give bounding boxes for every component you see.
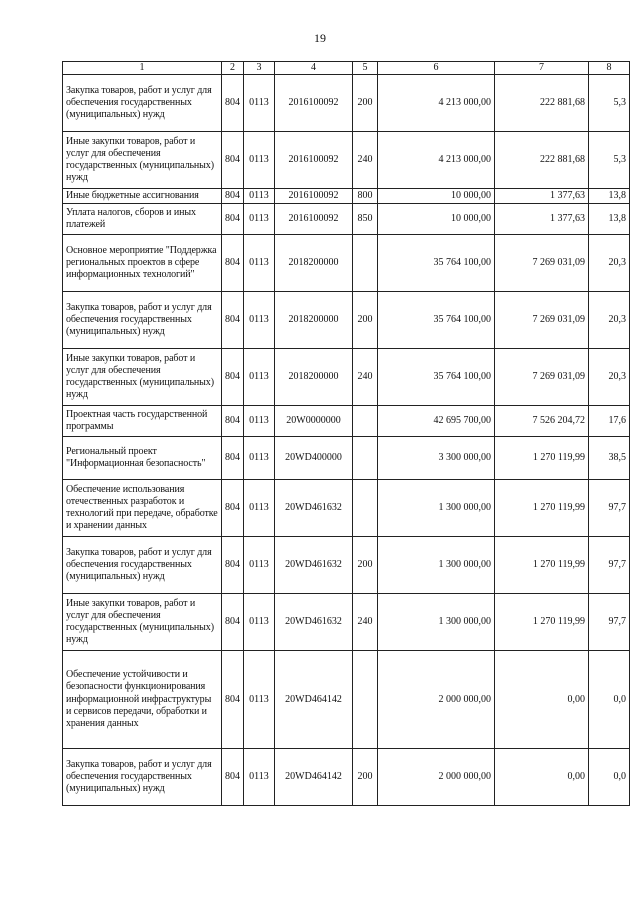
cell-expense-type: 200 — [353, 75, 378, 132]
cell-actual-amount: 1 270 119,99 — [495, 537, 589, 594]
cell-target-code: 2016100092 — [275, 204, 353, 235]
cell-section-code: 0113 — [244, 537, 275, 594]
cell-admin-code: 804 — [222, 480, 244, 537]
table-row — [63, 75, 630, 132]
cell-actual-amount: 7 269 031,09 — [495, 349, 589, 406]
cell-planned-amount: 35 764 100,00 — [378, 349, 495, 406]
cell-percent: 17,6 — [589, 406, 630, 437]
cell-actual-amount: 7 269 031,09 — [495, 292, 589, 349]
cell-expense-type: 200 — [353, 749, 378, 806]
table-row — [63, 235, 630, 292]
cell-planned-amount: 10 000,00 — [378, 204, 495, 235]
cell-actual-amount: 1 270 119,99 — [495, 594, 589, 651]
cell-admin-code: 804 — [222, 406, 244, 437]
cell-target-code: 2018200000 — [275, 292, 353, 349]
cell-planned-amount: 4 213 000,00 — [378, 75, 495, 132]
header-col-3: 3 — [244, 62, 275, 75]
cell-percent: 20,3 — [589, 349, 630, 406]
cell-percent: 97,7 — [589, 594, 630, 651]
header-col-1: 1 — [63, 62, 222, 75]
cell-section-code: 0113 — [244, 292, 275, 349]
row-name: Закупка товаров, работ и услуг для обеспечения государственных (муниципальных) нужд — [63, 537, 222, 594]
row-name: Закупка товаров, работ и услуг для обеспечения государственных (муниципальных) нужд — [63, 292, 222, 349]
cell-admin-code: 804 — [222, 235, 244, 292]
cell-planned-amount: 4 213 000,00 — [378, 132, 495, 189]
cell-percent: 20,3 — [589, 292, 630, 349]
page-number: 19 — [314, 31, 326, 45]
header-col-5: 5 — [353, 62, 378, 75]
cell-expense-type — [353, 651, 378, 749]
cell-planned-amount: 1 300 000,00 — [378, 537, 495, 594]
row-name: Обеспечение устойчивости и безопасности функционирования информационной инфраструктуры и сервисов передачи, обработки и хранения данных — [63, 651, 222, 749]
cell-expense-type: 200 — [353, 537, 378, 594]
cell-admin-code: 804 — [222, 437, 244, 480]
table-row — [63, 537, 630, 594]
cell-target-code: 20WD464142 — [275, 651, 353, 749]
cell-planned-amount: 1 300 000,00 — [378, 480, 495, 537]
cell-admin-code: 804 — [222, 651, 244, 749]
table-row — [63, 349, 630, 406]
cell-actual-amount: 1 270 119,99 — [495, 480, 589, 537]
cell-admin-code: 804 — [222, 349, 244, 406]
table-row — [63, 189, 630, 204]
row-name: Иные бюджетные ассигнования — [63, 189, 222, 204]
cell-planned-amount: 10 000,00 — [378, 189, 495, 204]
table-row — [63, 651, 630, 749]
cell-expense-type: 240 — [353, 349, 378, 406]
cell-expense-type: 240 — [353, 594, 378, 651]
cell-target-code: 20W0000000 — [275, 406, 353, 437]
cell-expense-type: 850 — [353, 204, 378, 235]
cell-target-code: 20WD461632 — [275, 537, 353, 594]
cell-actual-amount: 7 526 204,72 — [495, 406, 589, 437]
header-col-7: 7 — [495, 62, 589, 75]
cell-percent: 97,7 — [589, 537, 630, 594]
cell-target-code: 20WD461632 — [275, 480, 353, 537]
cell-admin-code: 804 — [222, 594, 244, 651]
cell-percent: 38,5 — [589, 437, 630, 480]
cell-actual-amount: 0,00 — [495, 651, 589, 749]
cell-planned-amount: 2 000 000,00 — [378, 749, 495, 806]
cell-target-code: 2018200000 — [275, 235, 353, 292]
cell-section-code: 0113 — [244, 749, 275, 806]
cell-admin-code: 804 — [222, 292, 244, 349]
cell-percent: 0,0 — [589, 749, 630, 806]
header-col-2: 2 — [222, 62, 244, 75]
row-name: Региональный проект "Информационная безопасность" — [63, 437, 222, 480]
cell-actual-amount: 1 377,63 — [495, 189, 589, 204]
cell-planned-amount: 3 300 000,00 — [378, 437, 495, 480]
cell-percent: 5,3 — [589, 132, 630, 189]
cell-target-code: 2018200000 — [275, 349, 353, 406]
cell-section-code: 0113 — [244, 132, 275, 189]
cell-actual-amount: 222 881,68 — [495, 132, 589, 189]
table-row — [63, 292, 630, 349]
row-name: Проектная часть государственной программы — [63, 406, 222, 437]
header-col-8: 8 — [589, 62, 630, 75]
row-name: Иные закупки товаров, работ и услуг для обеспечения государственных (муниципальных) нужд — [63, 132, 222, 189]
cell-section-code: 0113 — [244, 437, 275, 480]
cell-section-code: 0113 — [244, 189, 275, 204]
cell-section-code: 0113 — [244, 406, 275, 437]
cell-planned-amount: 1 300 000,00 — [378, 594, 495, 651]
table-row — [63, 749, 630, 806]
cell-section-code: 0113 — [244, 349, 275, 406]
row-name: Закупка товаров, работ и услуг для обеспечения государственных (муниципальных) нужд — [63, 749, 222, 806]
header-col-4: 4 — [275, 62, 353, 75]
cell-admin-code: 804 — [222, 132, 244, 189]
cell-actual-amount: 7 269 031,09 — [495, 235, 589, 292]
cell-admin-code: 804 — [222, 204, 244, 235]
cell-section-code: 0113 — [244, 594, 275, 651]
row-name: Обеспечение использования отечественных разработок и технологий при передаче, обработке и хранении данных — [63, 480, 222, 537]
cell-actual-amount: 1 377,63 — [495, 204, 589, 235]
table-row — [63, 437, 630, 480]
cell-admin-code: 804 — [222, 537, 244, 594]
cell-target-code: 20WD464142 — [275, 749, 353, 806]
cell-percent: 97,7 — [589, 480, 630, 537]
cell-percent: 5,3 — [589, 75, 630, 132]
table-row — [63, 132, 630, 189]
cell-target-code: 2016100092 — [275, 75, 353, 132]
cell-expense-type: 240 — [353, 132, 378, 189]
cell-target-code: 20WD461632 — [275, 594, 353, 651]
cell-expense-type — [353, 437, 378, 480]
table-row — [63, 406, 630, 437]
table-row — [63, 204, 630, 235]
header-row — [63, 62, 630, 75]
cell-percent: 0,0 — [589, 651, 630, 749]
cell-actual-amount: 0,00 — [495, 749, 589, 806]
row-name: Уплата налогов, сборов и иных платежей — [63, 204, 222, 235]
table-row — [63, 480, 630, 537]
cell-percent: 13,8 — [589, 189, 630, 204]
cell-expense-type — [353, 406, 378, 437]
cell-target-code: 20WD400000 — [275, 437, 353, 480]
row-name: Иные закупки товаров, работ и услуг для обеспечения государственных (муниципальных) нужд — [63, 349, 222, 406]
cell-expense-type — [353, 480, 378, 537]
cell-planned-amount: 2 000 000,00 — [378, 651, 495, 749]
cell-planned-amount: 35 764 100,00 — [378, 235, 495, 292]
cell-expense-type: 200 — [353, 292, 378, 349]
budget-table — [62, 61, 630, 806]
row-name: Основное мероприятие "Поддержка региональных проектов в сфере информационных технологий" — [63, 235, 222, 292]
cell-target-code: 2016100092 — [275, 189, 353, 204]
cell-target-code: 2016100092 — [275, 132, 353, 189]
row-name: Иные закупки товаров, работ и услуг для обеспечения государственных (муниципальных) нужд — [63, 594, 222, 651]
cell-percent: 20,3 — [589, 235, 630, 292]
cell-admin-code: 804 — [222, 749, 244, 806]
cell-expense-type: 800 — [353, 189, 378, 204]
header-col-6: 6 — [378, 62, 495, 75]
cell-admin-code: 804 — [222, 189, 244, 204]
cell-admin-code: 804 — [222, 75, 244, 132]
cell-percent: 13,8 — [589, 204, 630, 235]
cell-section-code: 0113 — [244, 75, 275, 132]
cell-actual-amount: 222 881,68 — [495, 75, 589, 132]
cell-planned-amount: 42 695 700,00 — [378, 406, 495, 437]
cell-section-code: 0113 — [244, 480, 275, 537]
cell-section-code: 0113 — [244, 204, 275, 235]
row-name: Закупка товаров, работ и услуг для обеспечения государственных (муниципальных) нужд — [63, 75, 222, 132]
cell-expense-type — [353, 235, 378, 292]
cell-planned-amount: 35 764 100,00 — [378, 292, 495, 349]
cell-section-code: 0113 — [244, 235, 275, 292]
table-row — [63, 594, 630, 651]
cell-actual-amount: 1 270 119,99 — [495, 437, 589, 480]
cell-section-code: 0113 — [244, 651, 275, 749]
